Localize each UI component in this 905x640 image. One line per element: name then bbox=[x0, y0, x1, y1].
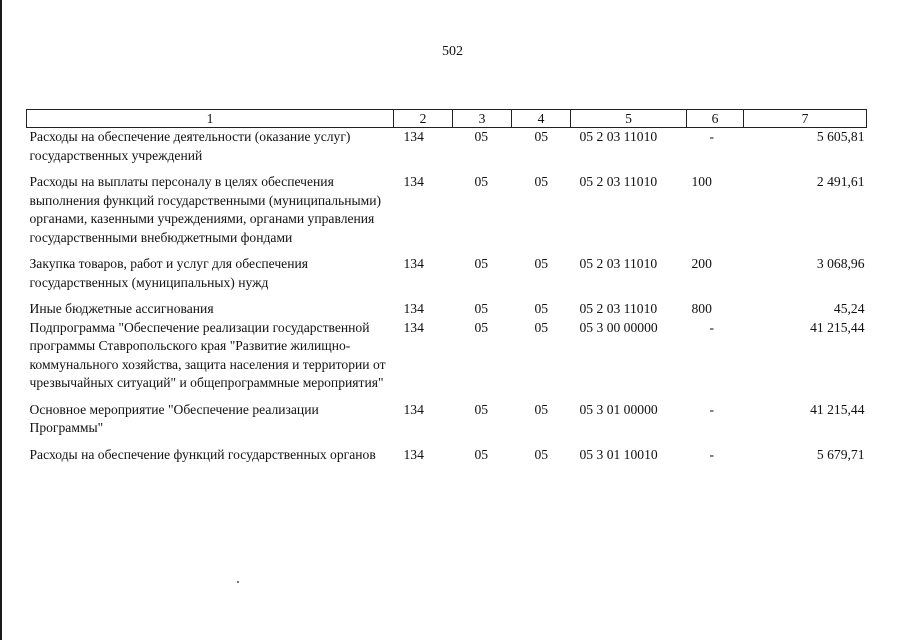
table-row bbox=[27, 319, 867, 401]
scan-speck bbox=[237, 581, 239, 583]
amount-cell: 3 068,96 bbox=[816, 256, 865, 271]
section-code-cell: 05 bbox=[474, 129, 489, 144]
ministry-code-cell: 134 bbox=[403, 174, 424, 189]
expense-type-code-cell: - bbox=[709, 319, 715, 335]
ministry-code-cell: 134 bbox=[403, 401, 424, 417]
subsection-code-cell: 05 bbox=[534, 129, 549, 144]
column-header-2: 2 bbox=[394, 110, 453, 128]
column-header-6: 6 bbox=[687, 110, 744, 128]
subsection-code-cell: 05 bbox=[534, 301, 549, 316]
page-number: 502 bbox=[442, 44, 463, 59]
amount-cell: 41 215,44 bbox=[810, 401, 865, 417]
target-item-code-cell: 05 3 00 00000 bbox=[579, 319, 658, 335]
section-code-cell: 05 bbox=[474, 301, 489, 316]
subsection-code-cell: 05 bbox=[534, 256, 549, 271]
table-row bbox=[27, 300, 867, 319]
section-code-cell: 05 bbox=[474, 256, 489, 271]
table-row bbox=[27, 401, 867, 446]
subsection-code-cell: 05 bbox=[534, 319, 549, 335]
table-row bbox=[27, 128, 867, 174]
expense-type-code-cell: 200 bbox=[691, 256, 712, 271]
budget-table bbox=[26, 109, 867, 472]
amount-cell: 5 679,71 bbox=[816, 446, 865, 462]
target-item-code-cell: 05 3 01 10010 bbox=[579, 446, 658, 462]
amount-cell: 45,24 bbox=[833, 301, 865, 316]
expense-type-code-cell: 100 bbox=[691, 174, 712, 189]
section-code-cell: 05 bbox=[474, 319, 489, 335]
row-name-cell: Иные бюджетные ассигнования bbox=[29, 301, 214, 316]
table-row bbox=[27, 255, 867, 300]
ministry-code-cell: 134 bbox=[403, 129, 424, 144]
section-code-cell: 05 bbox=[474, 174, 489, 189]
subsection-code-cell: 05 bbox=[534, 446, 549, 462]
ministry-code-cell: 134 bbox=[403, 319, 424, 335]
column-header-4: 4 bbox=[512, 110, 571, 128]
row-name-cell: Расходы на обеспечение деятельности (оказание услуг) государственных учреждений bbox=[29, 129, 351, 163]
target-item-code-cell: 05 2 03 11010 bbox=[579, 256, 658, 271]
expense-type-code-cell: 800 bbox=[691, 301, 712, 316]
row-name-cell: Закупка товаров, работ и услуг для обеспечения государственных (муниципальных) нужд bbox=[29, 256, 308, 290]
row-name-cell: Расходы на обеспечение функций государственных органов bbox=[29, 446, 376, 462]
section-code-cell: 05 bbox=[474, 446, 489, 462]
row-name-cell: Расходы на выплаты персоналу в целях обеспечения выполнения функций государственными (муниципальными) органами, казенными учреждениями, органами управления государственными внебюджетными фондами bbox=[29, 174, 382, 245]
expense-type-code-cell: - bbox=[709, 401, 715, 417]
target-item-code-cell: 05 2 03 11010 bbox=[579, 129, 658, 144]
section-code-cell: 05 bbox=[474, 401, 489, 417]
ministry-code-cell: 134 bbox=[403, 446, 424, 462]
target-item-code-cell: 05 2 03 11010 bbox=[579, 301, 658, 316]
table-row bbox=[27, 173, 867, 255]
target-item-code-cell: 05 3 01 00000 bbox=[579, 401, 658, 417]
row-name-cell: Подпрограмма "Обеспечение реализации государственной программы Ставропольского края "Развитие жилищно-коммунального хозяйства, защита населения и территории от чрезвычайных ситуаций" и общепрограммные мероприятия" bbox=[29, 319, 386, 390]
target-item-code-cell: 05 2 03 11010 bbox=[579, 174, 658, 189]
ministry-code-cell: 134 bbox=[403, 301, 424, 316]
column-header-1: 1 bbox=[27, 110, 394, 128]
column-header-7: 7 bbox=[744, 110, 867, 128]
row-name-cell: Основное мероприятие "Обеспечение реализации Программы" bbox=[29, 401, 319, 435]
subsection-code-cell: 05 bbox=[534, 401, 549, 417]
subsection-code-cell: 05 bbox=[534, 174, 549, 189]
expense-type-code-cell: - bbox=[709, 129, 715, 144]
column-header-5: 5 bbox=[571, 110, 687, 128]
table-row bbox=[27, 446, 867, 473]
expense-type-code-cell: - bbox=[709, 446, 715, 462]
amount-cell: 5 605,81 bbox=[816, 129, 865, 144]
column-header-3: 3 bbox=[453, 110, 512, 128]
amount-cell: 41 215,44 bbox=[810, 319, 865, 335]
amount-cell: 2 491,61 bbox=[816, 174, 865, 189]
table-header-row bbox=[27, 110, 867, 128]
ministry-code-cell: 134 bbox=[403, 256, 424, 271]
left-margin-rule bbox=[0, 0, 2, 640]
